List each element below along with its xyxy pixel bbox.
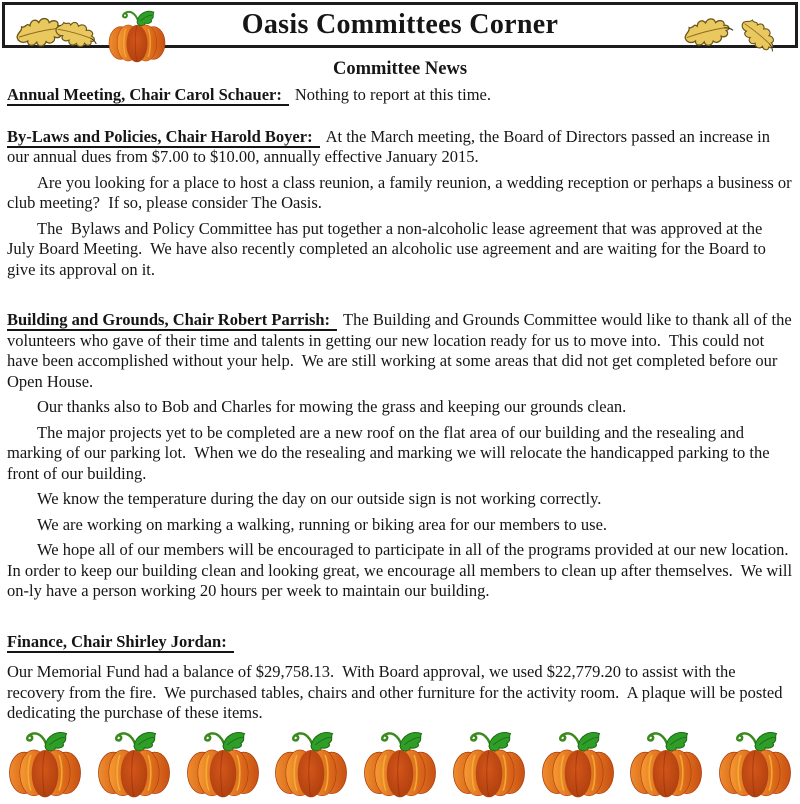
- pumpkin-icon: [718, 724, 792, 804]
- pumpkin-icon: [541, 724, 615, 804]
- pumpkin-icon: [452, 724, 526, 804]
- pumpkin-icon: [363, 724, 437, 804]
- section-lead-bylaws: At the March meeting, the Board of Directors passed an increase in our annual dues from $7.00 to $10.00, annually effective January 2015.: [7, 126, 775, 166]
- paragraph-building-1: Our thanks also to Bob and Charles for mowing the grass and keeping our grounds clean.: [37, 397, 627, 416]
- section-heading-bylaws: By-Laws and Policies, Chair Harold Boyer:: [7, 127, 320, 148]
- section-annual-meeting: [7, 85, 793, 106]
- section-heading-finance: Finance, Chair Shirley Jordan:: [7, 632, 234, 653]
- pumpkin-icon: [274, 724, 348, 804]
- paragraph-building-4: We are working on marking a walking, running or biking area for our members to use.: [37, 514, 608, 534]
- pumpkin-icon: [8, 724, 82, 804]
- paragraph-bylaws-2: The Bylaws and Policy Committee has put together a non-alcoholic lease agreement that was approved at the July Board Meeting. We have also recently completed an alcoholic use agreement and are waiting for the Board to give its approval on it.: [7, 218, 771, 279]
- section-bylaws: [7, 127, 793, 168]
- paragraph-building-5: We hope all of our members will be encouraged to participate in all of the programs provided at our new location. In order to keep our building clean and looking great, we encourage all members to clean up after themselves. We will on-ly have a person working 20 hours per week to maintain our building.: [7, 540, 797, 600]
- newsletter-title: Oasis Committees Corner: [241, 9, 559, 40]
- pumpkin-icon: [97, 8, 177, 64]
- section-building-grounds: [7, 310, 796, 392]
- newsletter-body: [0, 85, 800, 724]
- oak-leaf-icon: [50, 12, 102, 54]
- paragraph-building-3: We know the temperature during the day on our outside sign is not working correctly.: [37, 489, 602, 508]
- pumpkin-icon: [629, 724, 703, 804]
- pumpkin-border: [0, 722, 800, 804]
- paragraph-bylaws-1: Are you looking for a place to host a class reunion, a family reunion, a wedding reception or perhaps a business or club meeting? If so, please consider The Oasis.: [7, 172, 796, 212]
- pumpkin-icon: [97, 724, 171, 804]
- section-heading-building-grounds: Building and Grounds, Chair Robert Parrish:: [7, 310, 337, 331]
- oak-leaf-icon: [731, 7, 787, 61]
- pumpkin-icon: [186, 724, 260, 804]
- section-lead-annual-meeting: Nothing to report at this time.: [294, 85, 491, 104]
- section-finance: [7, 632, 793, 653]
- section-heading-annual-meeting: Annual Meeting, Chair Carol Schauer:: [7, 85, 289, 106]
- oak-leaf-icon: [677, 7, 737, 56]
- section-lead-building-grounds: The Building and Grounds Committee would like to thank all of the volunteers who gave of their time and talents in getting our new location ready for us to move into. This could not have been accomplished without your help. We are still working at some areas that did not get completed before our Open House.: [7, 310, 796, 391]
- paragraph-building-2: The major projects yet to be completed are a new roof on the flat area of our building and the resealing and marking of our parking lot. When we do the resealing and marking we will relocate the handicapped parking to the front of our building.: [7, 422, 774, 483]
- page-subtitle: Committee News: [332, 59, 468, 79]
- paragraph-finance-1: Our Memorial Fund had a balance of $29,758.13. With Board approval, we used $22,779.20 to assist with the recovery from the fire. We purchased tables, chairs and other furniture for the activity room. A plaque will be posted dedicating the purchase of these items.: [7, 662, 787, 722]
- newsletter-masthead: [2, 2, 798, 48]
